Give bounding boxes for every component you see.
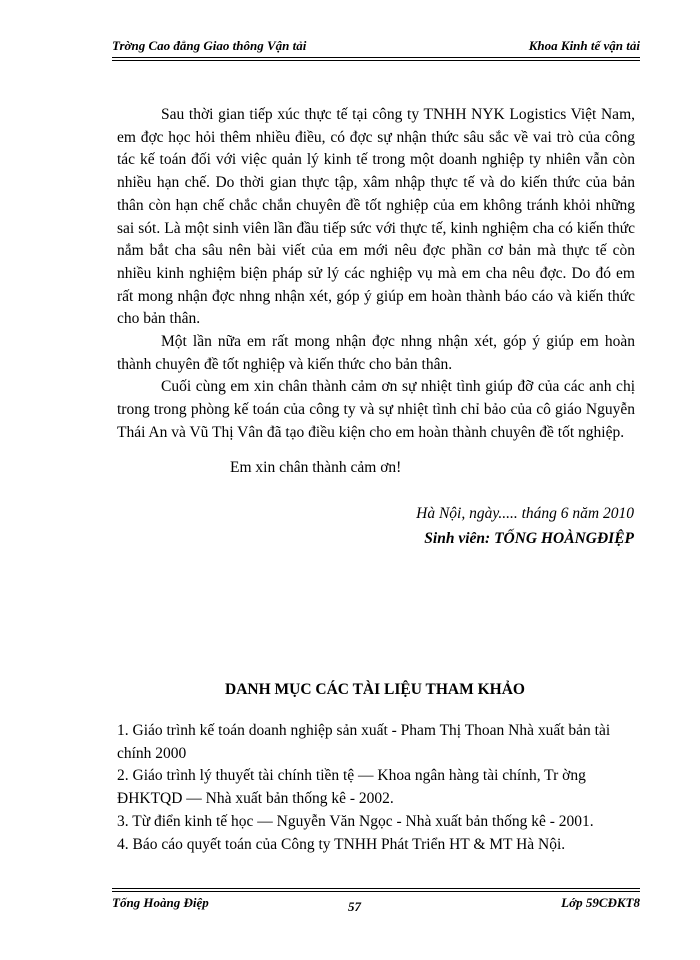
header-rule-top (112, 57, 640, 58)
footer-class: Lớp 59CĐKT8 (561, 895, 640, 910)
signature-date: Hà Nội, ngày..... tháng 6 năm 2010 (416, 505, 634, 522)
body-paragraph: Cuối cùng em xin chân thành cảm ơn sự nhiệt tình giúp đỡ của các anh chị trong trong phòng kế toán của công ty và sự nhiệt tình chỉ bảo của cô giáo Nguyễn Thái An và Vũ Thị Vân đã tạo điều kiện cho em hoàn thành chuyên đề tốt nghiệp. (117, 378, 635, 441)
reference-item: 2. Giáo trình lý thuyết tài chính tiền tệ — Khoa ngân hàng tài chính, Tr ờng ĐHKTQD — Nhà xuất bản thống kê - 2002. (117, 767, 586, 808)
references-title: DANH MỤC CÁC TÀI LIỆU THAM KHẢO (225, 681, 525, 698)
signature-block (424, 530, 634, 548)
reference-item: 3. Từ điển kinh tế học — Nguyễn Văn Ngọc - Nhà xuất bản thống kê - 2001. (117, 812, 594, 830)
page-header (112, 38, 640, 54)
footer-rule-bottom (112, 891, 640, 892)
reference-item: 4. Báo cáo quyết toán của Công ty TNHH Phát Triển HT & MT Hà Nội. (117, 835, 566, 853)
signature-label: Sinh viên: (424, 530, 491, 547)
footer-author: Tống Hoàng Điệp (112, 895, 209, 910)
references-list (117, 720, 635, 856)
body-paragraph: Một lần nữa em rất mong nhận đợc nhng nhận xét, góp ý giúp em hoàn thành chuyên đề tốt nghiệp và kiến thức cho bản thân. (117, 333, 635, 373)
reference-item: 1. Giáo trình kế toán doanh nghiệp sản xuất - Pham Thị Thoan Nhà xuất bản tài chính 2000 (117, 722, 611, 762)
footer-rule-top (112, 888, 640, 889)
closing-thanks: Em xin chân thành cảm ơn! (230, 459, 402, 476)
signature-name: TỐNG HOÀNGĐIỆP (494, 530, 634, 547)
header-faculty: Khoa Kinh tế vận tải (528, 38, 640, 53)
body-text (117, 104, 635, 445)
page-number: 57 (348, 899, 361, 914)
body-paragraph: Sau thời gian tiếp xúc thực tế tại công ty TNHH NYK Logistics Việt Nam, em đợc học hỏi thêm nhiều điều, có đợc sự nhận thức sâu sắc về vai trò của công tác kế toán đối với việc quản lý kinh tế trong một doanh nghiệp ty nhiên vẫn còn nhiều hạn chế. Do thời gian thực tập, xâm nhập thực tế và do kiến thức của bản thân còn hạn chế chắc chắn chuyên đề tốt nghiệp của em không tránh khỏi những sai sót. Là một sinh viên lần đầu tiếp sức với thực tế, kinh nghiệm cha có kiến thức nắm bắt cha sâu nên bài viết của em mới nêu đợc phần cơ bản mà thực tế còn nhiều kinh nghiệm biện pháp sử lý các nghiệp vụ mà em cha nêu đợc. Do đó em rất mong nhận đợc nhng nhận xét, góp ý giúp em hoàn thành báo cáo và kiến thức cho bản thân. (117, 106, 635, 328)
header-school: Trờng Cao đẳng Giao thông Vận tải (112, 38, 307, 53)
header-rule-bottom (112, 60, 640, 61)
